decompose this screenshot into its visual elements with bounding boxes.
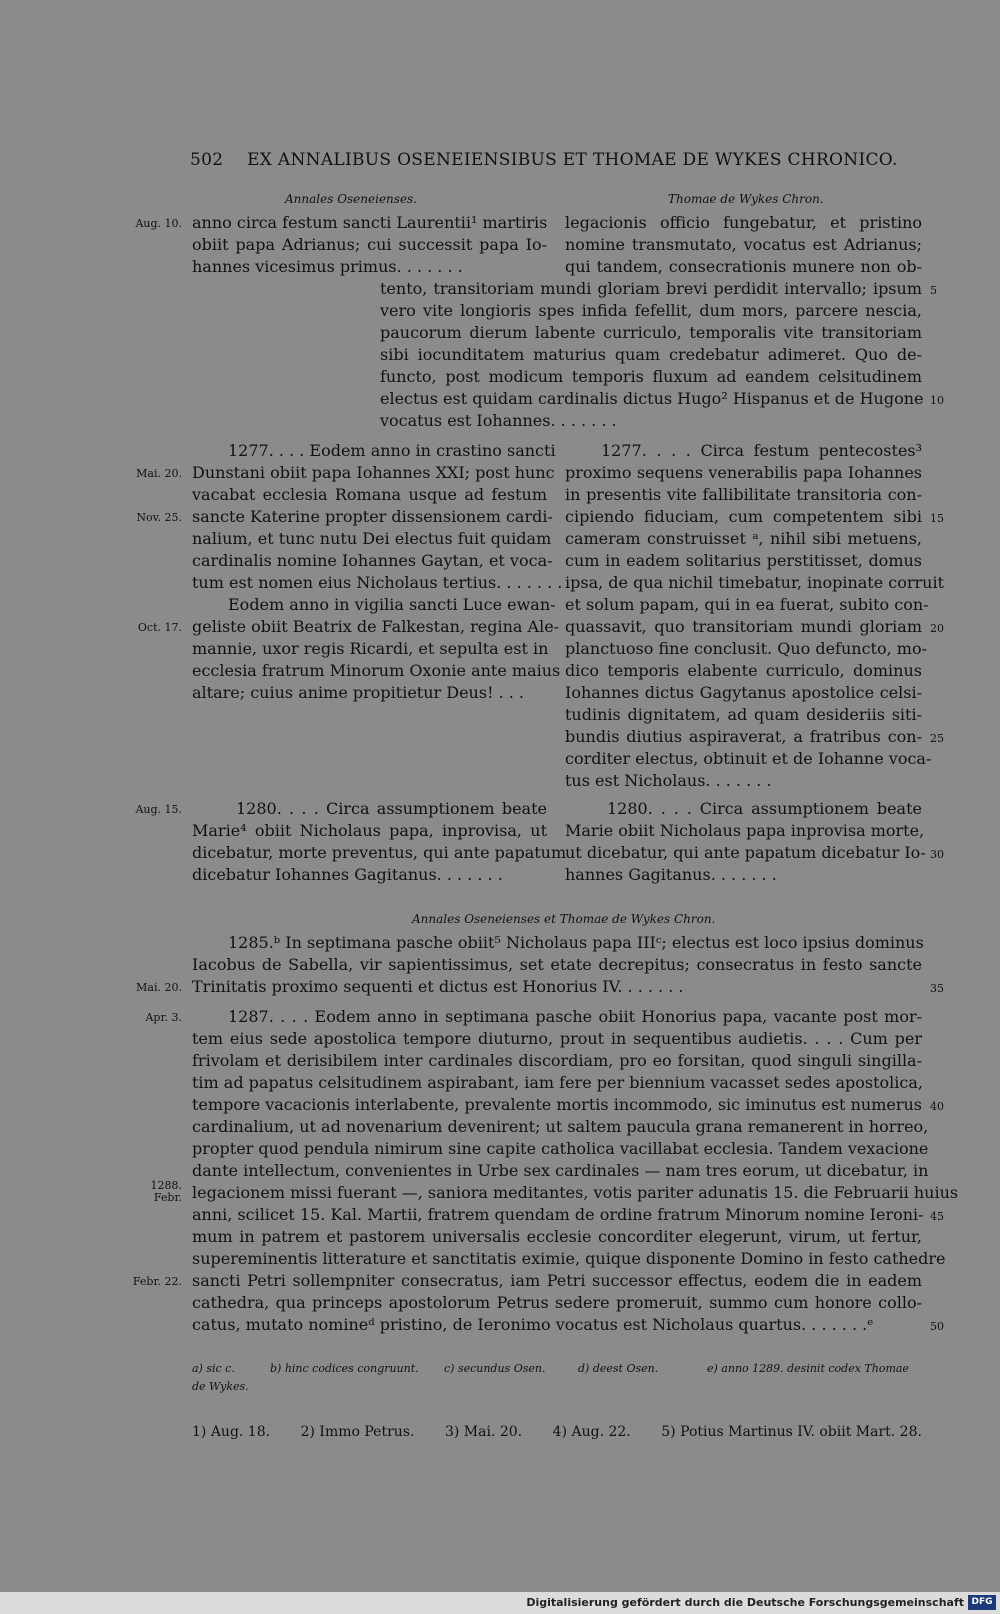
- text-line: paucorum dierum labente curriculo, temporalis vite transitoriam: [380, 323, 922, 342]
- line-number: 5: [930, 284, 937, 297]
- column-head-left: Annales Oseneienses.: [285, 192, 418, 206]
- column-head-combined: Annales Oseneienses et Thomae de Wykes Chron.: [412, 912, 716, 926]
- text-line: tudinis dignitatem, ad quam desideriis siti-: [565, 705, 922, 724]
- footnote: 4) Aug. 22.: [552, 1424, 631, 1440]
- text-line: catus, mutato nomineᵈ pristino, de Ieronimo vocatus est Nicholaus quartus. . . . . . .ᵉ: [192, 1315, 874, 1334]
- text-line: ut dicebatur, qui ante papatum dicebatur Io-: [565, 843, 926, 862]
- text-line: supereminentis litterature et sanctitatis eximie, quique disponente Domino in festo cathedre: [192, 1249, 946, 1268]
- text-line: dante intellectum, convenientes in Urbe sex cardinales — nam tres eorum, ut dicebatur, in: [192, 1161, 929, 1180]
- margin-date: Nov. 25.: [136, 511, 182, 524]
- text-line: et solum papam, qui in ea fuerat, subito con-: [565, 595, 929, 614]
- text-line: tum est nomen eius Nicholaus tertius. . . . . . .: [192, 573, 563, 592]
- margin-date: Febr.: [153, 1191, 182, 1204]
- text-line: ecclesia fratrum Minorum Oxonie ante maius: [192, 661, 561, 680]
- text-line: in presentis vite fallibilitate transitoria con-: [565, 485, 922, 504]
- text-line: Eodem anno in vigilia sancti Luce ewan-: [228, 595, 556, 614]
- margin-date: Mai. 20.: [136, 981, 182, 994]
- text-line: tempore vacacionis interlabente, prevalente mortis incommodo, sic iminutus est numerus: [192, 1095, 922, 1114]
- line-number: 30: [930, 848, 944, 861]
- text-line: frivolam et derisibilem inter cardinales discordiam, pro eo forsitan, quod singuli singilla-: [192, 1051, 922, 1070]
- text-line: cum in eadem solitarius perstitisset, domus: [565, 551, 922, 570]
- credit-text: Digitalisierung gefördert durch die Deutsche Forschungsgemeinschaft: [526, 1596, 964, 1609]
- text-line: cameram construisset ᵃ, nihil sibi metuens,: [565, 529, 922, 548]
- text-line: Iacobus de Sabella, vir sapientissimus, set etate decrepitus; consecratus in festo sancte: [192, 955, 922, 974]
- textual-note: e) anno 1289. desinit codex Thomae: [707, 1362, 909, 1375]
- margin-date: Aug. 15.: [135, 803, 182, 816]
- text-line: dicebatur Iohannes Gagitanus. . . . . . .: [192, 865, 503, 884]
- footnote: 1) Aug. 18.: [192, 1424, 271, 1440]
- column-head-right: Thomae de Wykes Chron.: [668, 192, 824, 206]
- text-line: tim ad papatus celsitudinem aspirabant, iam fere per biennium vacasset sedes apostolica,: [192, 1073, 923, 1092]
- text-line: cipiendo fiduciam, cum competentem sibi: [565, 507, 922, 526]
- text-line: Iohannes dictus Gagytanus apostolice celsi-: [565, 683, 922, 702]
- textual-note: de Wykes.: [192, 1380, 249, 1393]
- footnote: 5) Potius Martinus IV. obiit Mart. 28.: [661, 1424, 922, 1440]
- text-line: dico temporis elabente curriculo, dominus: [565, 661, 922, 680]
- footnote: 2) Immo Petrus.: [300, 1424, 415, 1440]
- text-line: hannes Gagitanus. . . . . . .: [565, 865, 777, 884]
- margin-date: Aug. 10.: [135, 217, 182, 230]
- text-line: proximo sequens venerabilis papa Iohannes: [565, 463, 922, 482]
- text-line: corditer electus, obtinuit et de Iohanne voca-: [565, 749, 932, 768]
- line-number: 25: [930, 732, 944, 745]
- footnote: 3) Mai. 20.: [444, 1424, 523, 1440]
- text-line: Trinitatis proximo sequenti et dictus est Honorius IV. . . . . . .: [192, 977, 684, 996]
- text-line: anno circa festum sancti Laurentii¹ martiris: [192, 213, 548, 232]
- text-line: Marie⁴ obiit Nicholaus papa, inprovisa, ut: [192, 821, 547, 840]
- line-number: 10: [930, 394, 944, 407]
- textual-note: a) sic c.: [192, 1362, 235, 1375]
- text-line: legacionem missi fuerant —, saniora meditantes, votis pariter adunatis 15. die Februarii huius: [192, 1183, 959, 1202]
- text-line: quassavit, quo transitoriam mundi gloriam: [565, 617, 922, 636]
- page-number: 502: [190, 150, 224, 170]
- margin-date: 1288.: [150, 1179, 182, 1192]
- margin-date: Febr. 22.: [132, 1275, 182, 1288]
- line-number: 15: [930, 512, 944, 525]
- text-line: cardinalis nomine Iohannes Gaytan, et voca-: [192, 551, 553, 570]
- margin-date: Oct. 17.: [137, 621, 182, 634]
- textual-note: d) deest Osen.: [578, 1362, 659, 1375]
- text-line: obiit papa Adrianus; cui successit papa Io-: [192, 235, 547, 254]
- text-line: sancte Katerine propter dissensionem cardi-: [192, 507, 553, 526]
- text-line: nalium, et tunc nutu Dei electus fuit quidam: [192, 529, 552, 548]
- text-line: vacabat ecclesia Romana usque ad festum: [192, 485, 547, 504]
- running-header: [190, 150, 930, 170]
- text-line: Marie obiit Nicholaus papa inprovisa morte,: [565, 821, 925, 840]
- page-title: EX ANNALIBUS OSENEIENSIBUS ET THOMAE DE WYKES CHRONICO.: [247, 150, 898, 170]
- footnotes: [192, 1424, 922, 1440]
- text-line: dicebatur, morte preventus, qui ante papatum: [192, 843, 567, 862]
- margin-date: Apr. 3.: [145, 1011, 182, 1024]
- text-line: 1285.ᵇ In septimana pasche obiit⁵ Nicholaus papa IIIᶜ; electus est loco ipsius dominus: [228, 933, 924, 952]
- text-line: 1277. . . . Circa festum pentecostes³: [601, 441, 922, 460]
- text-line: planctuoso fine conclusit. Quo defuncto, mo-: [565, 639, 927, 658]
- text-line: altare; cuius anime propitietur Deus! . . .: [192, 683, 525, 702]
- text-line: 1287. . . . Eodem anno in septimana pasche obiit Honorius papa, vacante post mor-: [228, 1007, 922, 1026]
- margin-date: Mai. 20.: [136, 467, 182, 480]
- line-number: 40: [930, 1100, 944, 1113]
- text-line: electus est quidam cardinalis dictus Hugo² Hispanus et de Hugone: [380, 389, 924, 408]
- textual-note: c) secundus Osen.: [444, 1362, 546, 1375]
- text-line: geliste obiit Beatrix de Falkestan, regina Ale-: [192, 617, 560, 636]
- text-line: functo, post modicum temporis fluxum ad eandem celsitudinem: [380, 367, 922, 386]
- line-number: 45: [930, 1210, 944, 1223]
- text-line: bundis diutius aspiraverat, a fratribus con-: [565, 727, 922, 746]
- text-line: tento, transitoriam mundi gloriam brevi perdidit intervallo; ipsum: [380, 279, 922, 298]
- credit-bar: [0, 1592, 1000, 1614]
- line-number: 35: [930, 982, 944, 995]
- text-line: mannie, uxor regis Ricardi, et sepulta est in: [192, 639, 549, 658]
- text-line: qui tandem, consecrationis munere non ob-: [565, 257, 922, 276]
- text-line: 1277. . . . Eodem anno in crastino sancti: [228, 441, 556, 460]
- text-line: Dunstani obiit papa Iohannes XXI; post hunc: [192, 463, 555, 482]
- text-line: ipsa, de qua nichil timebatur, inopinate corruit: [565, 573, 945, 592]
- text-line: anni, scilicet 15. Kal. Martii, fratrem quendam de ordine fratrum Minorum nomine Ieroni-: [192, 1205, 924, 1224]
- text-line: tus est Nicholaus. . . . . . .: [565, 771, 772, 790]
- text-line: legacionis officio fungebatur, et pristino: [565, 213, 922, 232]
- text-line: sancti Petri sollempniter consecratus, iam Petri successor effectus, eodem die in eadem: [192, 1271, 922, 1290]
- text-line: tem eius sede apostolica tempore diuturno, prout in sequentibus audietis. . . . Cum per: [192, 1029, 922, 1048]
- text-line: 1280. . . . Circa assumptionem beate: [236, 799, 547, 818]
- text-line: propter quod pendula nimirum sine capite catholica vacillabat ecclesia. Tandem vexacione: [192, 1139, 929, 1158]
- text-line: hannes vicesimus primus. . . . . . .: [192, 257, 463, 276]
- text-line: 1280. . . . Circa assumptionem beate: [607, 799, 922, 818]
- line-number: 20: [930, 622, 944, 635]
- text-line: vocatus est Iohannes. . . . . . .: [380, 411, 617, 430]
- text-line: cardinalium, ut ad novenarium devenirent; ut saltem paucula grana remanerent in horreo,: [192, 1117, 929, 1136]
- textual-note: b) hinc codices congruunt.: [270, 1362, 419, 1375]
- text-line: nomine transmutato, vocatus est Adrianus;: [565, 235, 922, 254]
- text-line: sibi iocunditatem maturius quam credebatur adimeret. Quo de-: [380, 345, 922, 364]
- text-line: vero vite longioris spes infida fefellit, dum mors, parcere nescia,: [380, 301, 922, 320]
- text-line: cathedra, qua princeps apostolorum Petrus sedere promeruit, summo cum honore collo-: [192, 1293, 922, 1312]
- line-number: 50: [930, 1320, 944, 1333]
- text-line: mum in patrem et pastorem universalis ecclesie concorditer elegerunt, virum, ut fertur,: [192, 1227, 922, 1246]
- dfg-logo-icon: DFG: [968, 1595, 996, 1610]
